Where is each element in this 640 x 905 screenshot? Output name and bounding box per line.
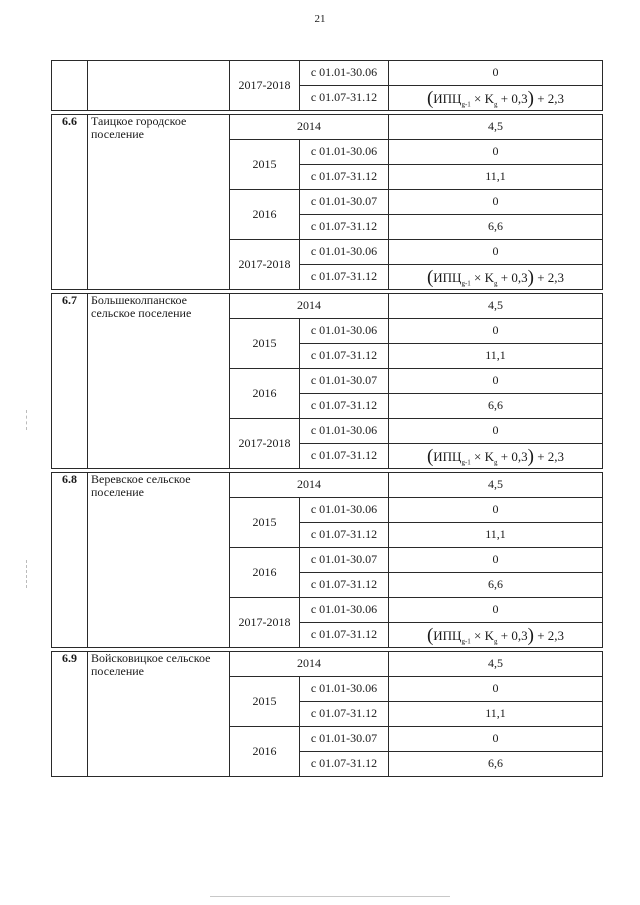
period-cell: с 01.07-31.12 <box>300 752 389 777</box>
value-cell: 0 <box>389 319 603 344</box>
value-cell: 0 <box>389 190 603 215</box>
table-row <box>52 652 603 677</box>
period-cell: с 01.07-31.12 <box>300 215 389 240</box>
period-cell: с 01.01-30.07 <box>300 727 389 752</box>
value-cell: 0 <box>389 548 603 573</box>
period-cell: с 01.01-30.06 <box>300 598 389 623</box>
settlement-name: Большеколпанское сельское поселение <box>88 294 230 469</box>
tariff-formula: $(ИПЦ_{g-1} \times K_g + 0,3) + 2,3$ <box>389 86 603 111</box>
settlement-number: 6.9 <box>52 652 88 777</box>
year-cell: 2015 <box>230 140 300 190</box>
value-cell: 0 <box>389 727 603 752</box>
period-cell: с 01.07-31.12 <box>300 394 389 419</box>
period-cell: с 01.01-30.06 <box>300 319 389 344</box>
settlement-name <box>88 61 230 111</box>
value-cell: 11,1 <box>389 344 603 369</box>
year-cell: 2017-2018 <box>230 240 300 290</box>
value-cell: 0 <box>389 140 603 165</box>
period-cell: с 01.01-30.06 <box>300 498 389 523</box>
period-cell: с 01.01-30.07 <box>300 369 389 394</box>
year-cell: 2017-2018 <box>230 419 300 469</box>
value-cell: 0 <box>389 61 603 86</box>
table-row <box>52 294 603 319</box>
value-cell: 6,6 <box>389 215 603 240</box>
period-cell: с 01.07-31.12 <box>300 165 389 190</box>
period-cell: с 01.01-30.06 <box>300 61 389 86</box>
value-cell: 0 <box>389 598 603 623</box>
value-cell: 6,6 <box>389 394 603 419</box>
table-row <box>52 115 603 140</box>
year-cell: 2015 <box>230 498 300 548</box>
year-cell: 2015 <box>230 677 300 727</box>
value-cell: 0 <box>389 677 603 702</box>
scan-footer-line <box>210 896 450 897</box>
period-cell: с 01.07-31.12 <box>300 265 389 290</box>
year-cell: 2014 <box>230 294 389 319</box>
value-cell: 11,1 <box>389 165 603 190</box>
settlement-number <box>52 61 88 111</box>
value-cell: 0 <box>389 240 603 265</box>
value-cell: 0 <box>389 498 603 523</box>
period-cell: с 01.07-31.12 <box>300 573 389 598</box>
settlement-number: 6.7 <box>52 294 88 469</box>
period-cell: с 01.01-30.06 <box>300 419 389 444</box>
value-cell: 6,6 <box>389 752 603 777</box>
scan-mark <box>26 410 28 430</box>
value-cell: 4,5 <box>389 473 603 498</box>
year-cell: 2016 <box>230 369 300 419</box>
table-row <box>52 61 603 86</box>
year-cell: 2016 <box>230 190 300 240</box>
value-cell: 11,1 <box>389 523 603 548</box>
period-cell: с 01.07-31.12 <box>300 344 389 369</box>
period-cell: с 01.01-30.06 <box>300 677 389 702</box>
year-cell: 2017-2018 <box>230 61 300 111</box>
settlement-name: Войсковицкое сельское поселение <box>88 652 230 777</box>
year-cell: 2017-2018 <box>230 598 300 648</box>
table-row <box>52 473 603 498</box>
period-cell: с 01.01-30.06 <box>300 240 389 265</box>
value-cell: 0 <box>389 419 603 444</box>
period-cell: с 01.07-31.12 <box>300 444 389 469</box>
period-cell: с 01.07-31.12 <box>300 702 389 727</box>
settlement-name: Таицкое городское поселение <box>88 115 230 290</box>
period-cell: с 01.07-31.12 <box>300 523 389 548</box>
settlement-number: 6.6 <box>52 115 88 290</box>
year-cell: 2014 <box>230 473 389 498</box>
scan-mark <box>26 560 28 588</box>
period-cell: с 01.07-31.12 <box>300 86 389 111</box>
period-cell: с 01.01-30.06 <box>300 140 389 165</box>
period-cell: с 01.01-30.07 <box>300 190 389 215</box>
year-cell: 2016 <box>230 548 300 598</box>
tariff-formula: $(ИПЦ_{g-1} \times K_g + 0,3) + 2,3$ <box>389 265 603 290</box>
value-cell: 11,1 <box>389 702 603 727</box>
value-cell: 4,5 <box>389 115 603 140</box>
page-number: 21 <box>314 13 326 25</box>
period-cell: с 01.07-31.12 <box>300 623 389 648</box>
settlement-number: 6.8 <box>52 473 88 648</box>
tariff-table <box>51 60 603 777</box>
tariff-formula: $(ИПЦ_{g-1} \times K_g + 0,3) + 2,3$ <box>389 444 603 469</box>
settlement-name: Веревское сельское поселение <box>88 473 230 648</box>
value-cell: 4,5 <box>389 294 603 319</box>
tariff-formula: $(ИПЦ_{g-1} \times K_g + 0,3) + 2,3$ <box>389 623 603 648</box>
value-cell: 0 <box>389 369 603 394</box>
value-cell: 4,5 <box>389 652 603 677</box>
value-cell: 6,6 <box>389 573 603 598</box>
year-cell: 2014 <box>230 652 389 677</box>
year-cell: 2015 <box>230 319 300 369</box>
year-cell: 2014 <box>230 115 389 140</box>
period-cell: с 01.01-30.07 <box>300 548 389 573</box>
year-cell: 2016 <box>230 727 300 777</box>
